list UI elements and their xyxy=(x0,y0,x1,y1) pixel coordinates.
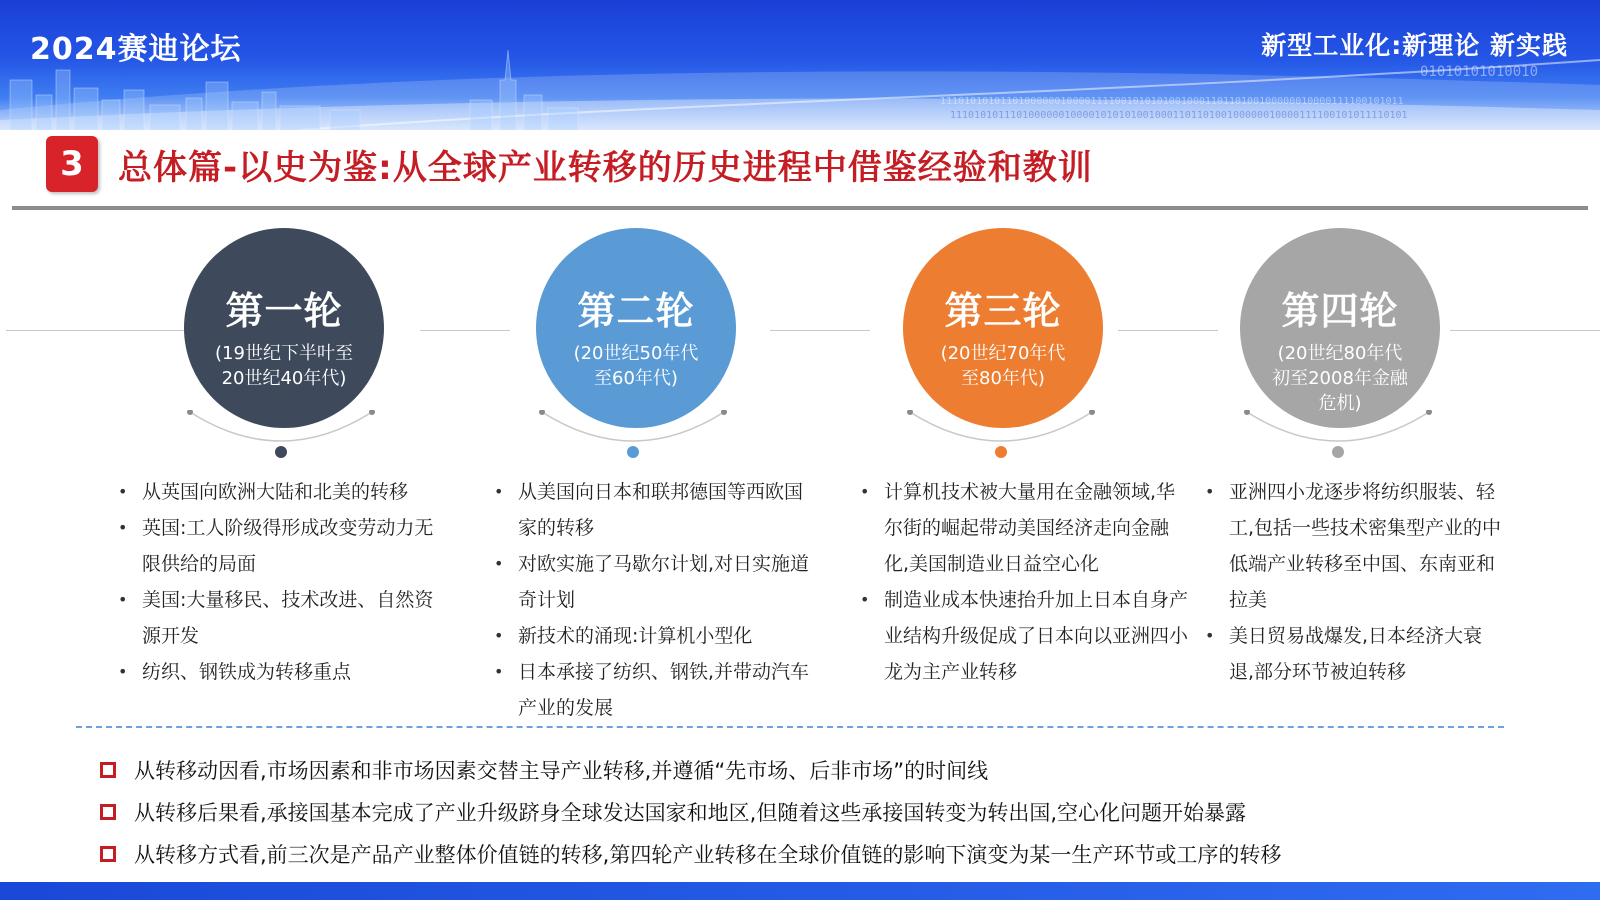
round-3-title: 第三轮 xyxy=(944,289,1062,333)
round-4-bullet-2: • 美日贸易战爆发,日本经济大衰退,部分环节被迫转移 xyxy=(1205,618,1505,690)
round-2-bullet-3: • 新技术的涌现:计算机小型化 xyxy=(494,618,814,654)
round-4-period: (20世纪80年代初至2008年金融危机) xyxy=(1272,343,1408,414)
round-3-bullet-1: • 计算机技术被大量用在金融领域,华尔街的崛起带动美国经济走向金融化,美国制造业日益空心化 xyxy=(860,474,1190,582)
section-number-badge: 3 xyxy=(46,136,98,192)
conclusion-item xyxy=(100,755,1540,785)
round-4-circle xyxy=(1240,228,1440,428)
square-bullet-icon xyxy=(100,762,116,778)
binary-decoration-2: 11101010101101000000100001111001010101001000110110100100000010000111100101011 xyxy=(940,96,1404,107)
round-3-period: (20世纪70年代至80年代) xyxy=(940,343,1066,389)
round-3-arc-connector xyxy=(906,410,1096,460)
conclusion-text-2: 从转移后果看,承接国基本完成了产业升级跻身全球发达国家和地区,但随着这些承接国转变为转出国,空心化问题开始暴露 xyxy=(134,801,1247,825)
round-1-circle xyxy=(184,228,384,428)
timeline-line-segment xyxy=(6,330,184,331)
conclusion-item xyxy=(100,839,1540,869)
round-2-arc-connector xyxy=(538,410,728,460)
round-3-circle xyxy=(903,228,1103,428)
round-3-bullets xyxy=(860,474,1190,690)
round-1-period: (19世纪下半叶至20世纪40年代) xyxy=(215,343,353,389)
timeline-line-segment xyxy=(770,330,870,331)
slogan-text: 新型工业化:新理论 新实践 xyxy=(1261,31,1568,60)
round-4-bullets xyxy=(1205,474,1505,690)
round-4-bullet-1: • 亚洲四小龙逐步将纺织服装、轻工,包括一些技术密集型产业的中低端产业转移至中国、东南亚和拉美 xyxy=(1205,474,1505,618)
conclusion-text-1: 从转移动因看,市场因素和非市场因素交替主导产业转移,并遵循“先市场、后非市场”的时间线 xyxy=(134,759,989,783)
round-1-bullet-4: • 纺织、钢铁成为转移重点 xyxy=(118,654,438,690)
round-2-bullets xyxy=(494,474,814,726)
timeline-line-segment xyxy=(420,330,510,331)
round-2-bullet-4: • 日本承接了纺织、钢铁,并带动汽车产业的发展 xyxy=(494,654,814,726)
round-2-period: (20世纪50年代至60年代) xyxy=(573,343,699,389)
round-1-arc-connector xyxy=(186,410,376,460)
header-banner xyxy=(0,0,1600,130)
round-1-bullet-3: • 美国:大量移民、技术改进、自然资源开发 xyxy=(118,582,438,654)
round-4-arc-connector xyxy=(1243,410,1433,460)
section-title: 总体篇-以史为鉴:从全球产业转移的历史进程中借鉴经验和教训 xyxy=(118,148,1093,188)
title-divider xyxy=(12,206,1588,210)
binary-decoration-1: 01010101010010 xyxy=(1420,64,1539,80)
footer-bar xyxy=(0,882,1600,900)
round-3-bullet-2: • 制造业成本快速抬升加上日本自身产业结构升级促成了日本向以亚洲四小龙为主产业转移 xyxy=(860,582,1190,690)
round-2-circle xyxy=(536,228,736,428)
round-2-bullet-2: • 对欧实施了马歇尔计划,对日实施道奇计划 xyxy=(494,546,814,618)
round-2-title: 第二轮 xyxy=(577,289,695,333)
conclusion-text-3: 从转移方式看,前三次是产品产业整体价值链的转移,第四轮产业转移在全球价值链的影响下演变为某一生产环节或工序的转移 xyxy=(134,843,1282,867)
square-bullet-icon xyxy=(100,804,116,820)
timeline-line-segment xyxy=(1118,330,1218,331)
round-4-title: 第四轮 xyxy=(1281,289,1399,333)
round-2-bullet-1: • 从美国向日本和联邦德国等西欧国家的转移 xyxy=(494,474,814,546)
brand-title: 2024赛迪论坛 xyxy=(30,32,242,67)
timeline-line-segment xyxy=(1450,330,1600,331)
round-1-bullet-2: • 英国:工人阶级得形成改变劳动力无限供给的局面 xyxy=(118,510,438,582)
dashed-divider xyxy=(76,726,1504,728)
round-1-bullets xyxy=(118,474,438,690)
conclusion-item xyxy=(100,797,1540,827)
binary-decoration-3: 1110101011101000000100001010101001000110110100100000010000111100101011110101 xyxy=(950,110,1408,121)
round-1-title: 第一轮 xyxy=(225,289,343,333)
square-bullet-icon xyxy=(100,846,116,862)
round-1-bullet-1: • 从英国向欧洲大陆和北美的转移 xyxy=(118,474,438,510)
